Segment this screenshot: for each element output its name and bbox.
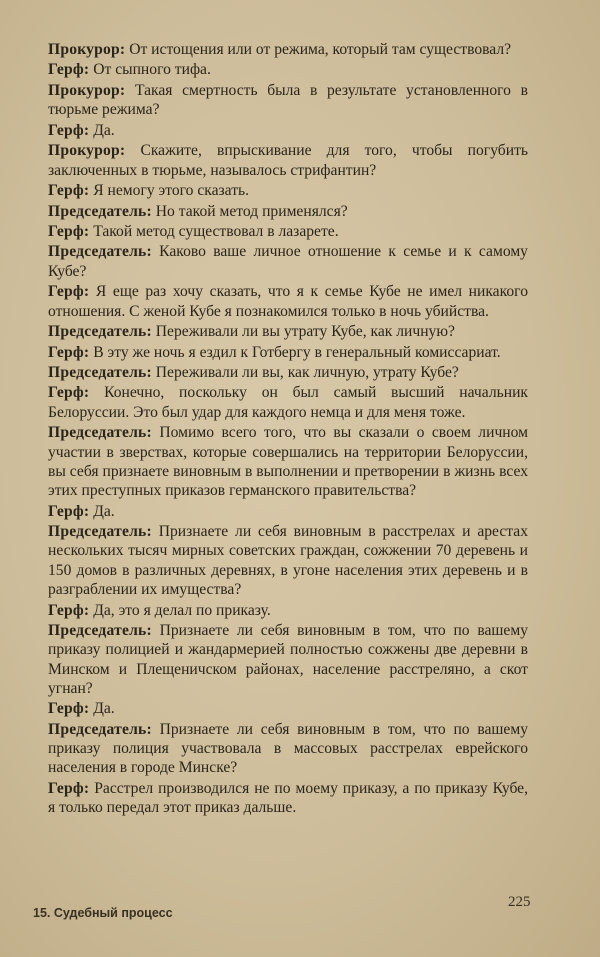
speaker-label: Прокурор: <box>48 41 126 58</box>
utterance-text: Признаете ли себя виновным в расстрелах и арестах нескольких тысяч мирных советских граждан, сожжении 70 деревень и 150 домов в различных деревнях, в угоне населения этих деревень и в разграблении их имущества? <box>48 523 528 599</box>
dialogue-line <box>48 181 528 200</box>
utterance-text: От истощения или от режима, который там существовал? <box>129 41 512 58</box>
utterance-text: Признаете ли себя виновным в том, что по вашему приказу полиция участвовала в массовых расстрелах еврейского населения в городе Минске? <box>48 720 528 777</box>
speaker-label: Герф: <box>48 700 90 718</box>
utterance-text: В эту же ночь я ездил к Готбергу в генеральный комиссариат. <box>93 343 501 361</box>
dialogue-line <box>48 423 528 500</box>
utterance-text: Да. <box>93 502 115 520</box>
utterance-text: Да, это я делал по приказу. <box>93 601 271 619</box>
dialogue-line <box>48 202 528 221</box>
dialogue-line <box>48 282 528 321</box>
speaker-label: Герф: <box>48 121 90 139</box>
speaker-label: Герф: <box>48 343 90 361</box>
utterance-text: Такая смертность была в результате установленного в тюрьме режима? <box>48 81 528 119</box>
dialogue-line <box>48 121 528 140</box>
speaker-label: Герф: <box>48 601 90 619</box>
utterance-text: Переживали ли вы, как личную, утрату Кубе? <box>155 364 459 381</box>
dialogue-line <box>48 343 528 362</box>
utterance-text: Каково ваше личное отношение к семье и к самому Кубе? <box>48 243 528 280</box>
speaker-label: Герф: <box>48 182 90 200</box>
speaker-label: Герф: <box>48 222 90 240</box>
speaker-label: Председатель: <box>48 364 152 381</box>
dialogue-line <box>48 699 528 718</box>
dialogue-line <box>48 242 528 281</box>
utterance-text: Я немогу этого сказать. <box>93 182 250 200</box>
dialogue-line <box>48 363 528 382</box>
speaker-label: Герф: <box>48 61 90 79</box>
speaker-label: Герф: <box>48 384 90 402</box>
dialogue-line <box>48 40 528 59</box>
utterance-text: От сыпного тифа. <box>93 61 211 79</box>
speaker-label: Председатель: <box>48 202 152 220</box>
dialogue-line <box>48 60 528 79</box>
speaker-label: Председатель: <box>48 323 152 341</box>
dialogue-line <box>48 222 528 241</box>
footer-signature: 15. Судебный процесс <box>33 906 173 920</box>
speaker-label: Председатель: <box>48 424 152 442</box>
speaker-label: Председатель: <box>48 621 152 639</box>
speaker-label: Председатель: <box>48 720 152 738</box>
utterance-text: Конечно, поскольку он был самый высший начальник Белоруссии. Это был удар для каждого немца и для меня тоже. <box>48 384 528 421</box>
transcript-body <box>48 40 528 819</box>
dialogue-line <box>48 601 528 620</box>
dialogue-line <box>48 322 528 341</box>
page-number: 225 <box>508 894 531 910</box>
speaker-label: Председатель: <box>48 243 152 261</box>
dialogue-line <box>48 141 528 180</box>
utterance-text: Да. <box>93 700 115 718</box>
utterance-text: Но такой метод применялся? <box>155 202 348 220</box>
speaker-label: Прокурор: <box>48 81 126 99</box>
dialogue-line <box>48 621 528 698</box>
utterance-text: Скажите, впрыскивание для того, чтобы погубить заключенных в тюрьме, называлось стрифантин? <box>48 142 528 179</box>
speaker-label: Герф: <box>48 283 90 301</box>
utterance-text: Да. <box>93 121 115 139</box>
dialogue-line <box>48 502 528 521</box>
utterance-text: Я еще раз хочу сказать, что я к семье Кубе не имел никакого отношения. С женой Кубе я познакомился только в ночь убийства. <box>48 283 528 320</box>
dialogue-line <box>48 779 528 818</box>
speaker-label: Герф: <box>48 779 90 797</box>
dialogue-line <box>48 383 528 422</box>
utterance-text: Такой метод существовал в лазарете. <box>93 222 339 240</box>
dialogue-line <box>48 720 528 778</box>
speaker-label: Прокурор: <box>48 142 126 160</box>
utterance-text: Помимо всего того, что вы сказали о своем личном участии в зверствах, которые совершались на территории Белоруссии, вы себя признаете виновным в выполнении и претворении в жизнь всех этих преступных приказов германского правительства? <box>48 424 528 500</box>
utterance-text: Признаете ли себя виновным в том, что по вашему приказу полицией и жандармерией полностью сожжены две деревни в Минском и Плещеничском районах, население расстреляно, а скот угнан? <box>48 621 528 697</box>
utterance-text: Переживали ли вы утрату Кубе, как личную? <box>155 323 455 341</box>
dialogue-line <box>48 522 528 599</box>
dialogue-line <box>48 81 528 120</box>
utterance-text: Расстрел производился не по моему приказу, а по приказу Кубе, я только передал этот приказ дальше. <box>48 779 528 817</box>
speaker-label: Герф: <box>48 502 90 520</box>
speaker-label: Председатель: <box>48 523 152 541</box>
